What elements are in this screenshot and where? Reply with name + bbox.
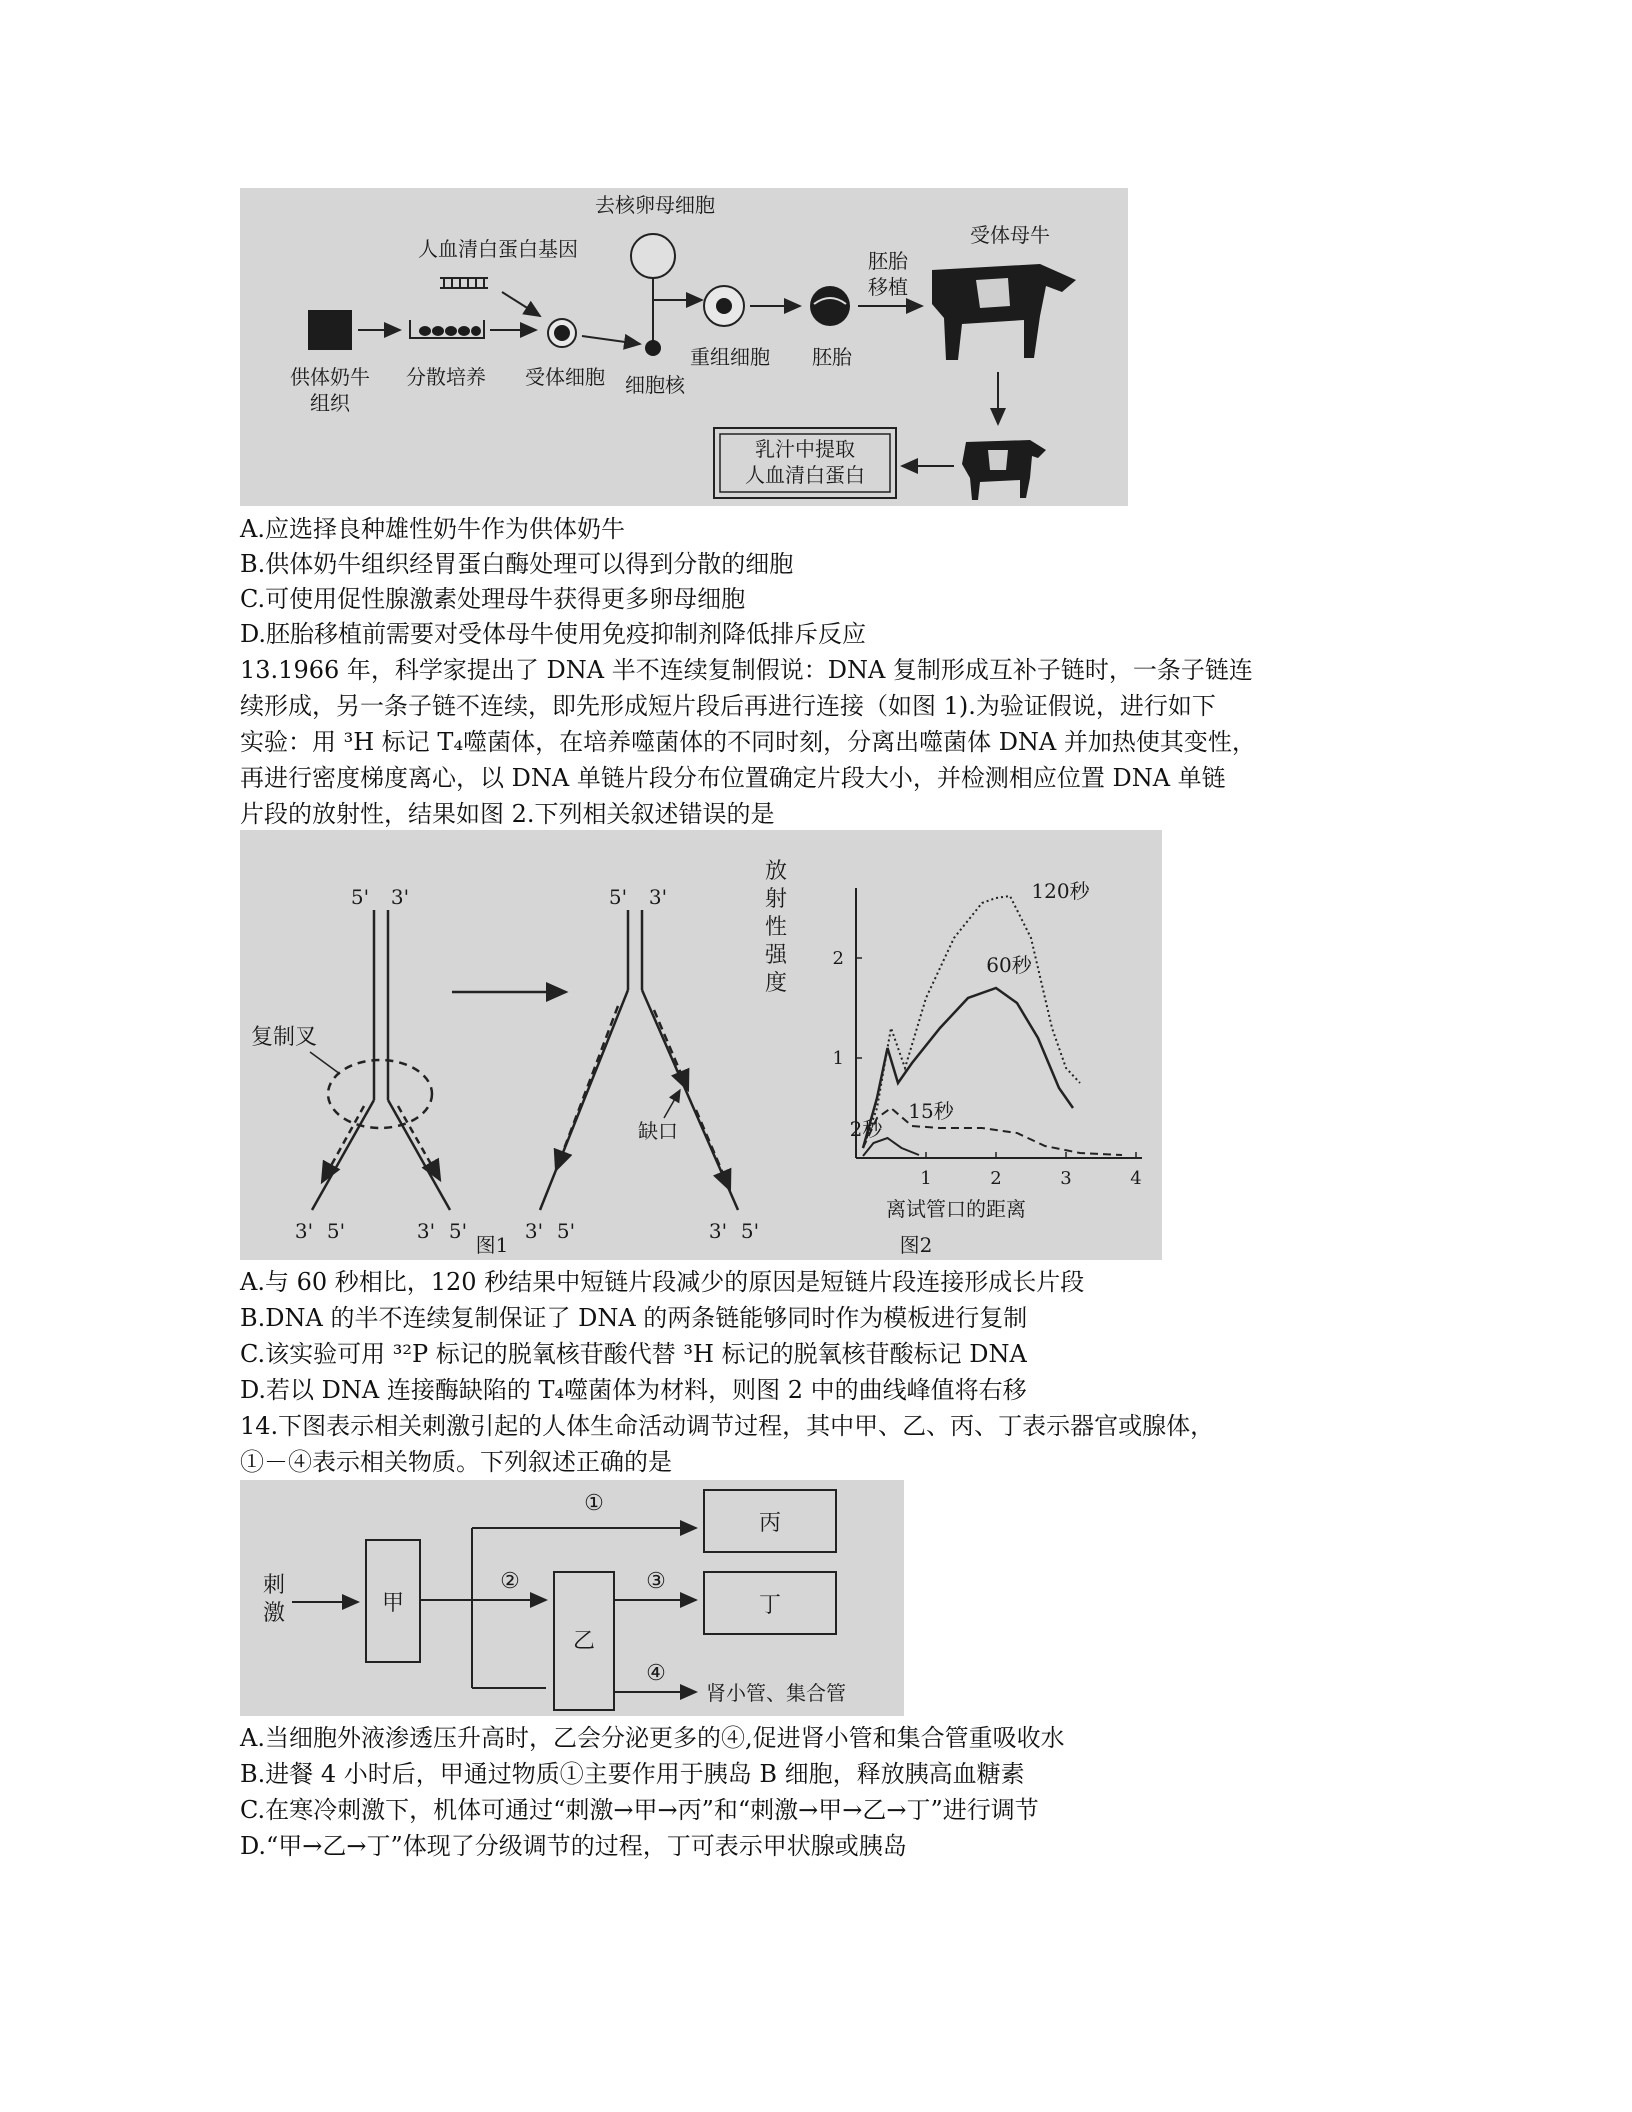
yi-label: 乙 [572, 1629, 596, 1654]
chart-x-tick-label: 1 [920, 1168, 932, 1189]
q13-stem-line-1: 13.1966 年，科学家提出了 DNA 半不连续复制假说：DNA 复制形成互补子链时，一条子链连 [240, 656, 1253, 684]
embryo-icon [810, 286, 850, 326]
radioactivity-chart [833, 879, 1142, 1189]
enucleated-oocyte-icon [631, 234, 675, 278]
q13-stem-line-2: 续形成，另一条子链不连续，即先形成短片段后再进行连接（如图 1).为验证假说，进行如下 [240, 692, 1216, 720]
substance-1-label: ① [584, 1491, 604, 1516]
q13-option-a: A.与 60 秒相比，120 秒结果中短链片段减少的原因是短链片段连接形成长片段 [240, 1268, 1085, 1296]
substance-3-label: ③ [646, 1569, 666, 1594]
arrow-cell-to-nucleus [582, 336, 640, 344]
chart-series-label-3: 2秒 [849, 1117, 883, 1141]
chart-x-label: 离试管口的距离 [886, 1197, 1026, 1221]
fork1-top-3: 3' [390, 885, 410, 909]
recipient-cow-label: 受体母牛 [970, 223, 1050, 247]
chart-series-line-0 [863, 896, 1080, 1148]
q12-option-a: A.应选择良种雄性奶牛作为供体奶牛 [240, 515, 625, 543]
extract-box-line-2: 人血清白蛋白 [745, 463, 865, 487]
extract-box-line-1: 乳汁中提取 [755, 437, 855, 461]
chart-x-tick-label: 2 [990, 1168, 1002, 1189]
fork2-top-3: 3' [648, 885, 668, 909]
gap-label: 缺口 [638, 1119, 678, 1143]
dispersed-culture-label: 分散培养 [406, 365, 486, 389]
q13-stem-line-4: 再进行密度梯度离心，以 DNA 单链片段分布位置确定片段大小，并检测相应位置 DNA 单链 [240, 764, 1226, 792]
q13-option-c: C.该实验可用 ³²P 标记的脱氧核苷酸代替 ³H 标记的脱氧核苷酸标记 DNA [240, 1340, 1027, 1368]
q14-stem-line-2: ①－④表示相关物质。下列叙述正确的是 [240, 1448, 672, 1476]
svg-text:性: 性 [764, 915, 788, 940]
replication-fork-2 [540, 910, 738, 1210]
jia-label: 甲 [381, 1591, 405, 1616]
donor-tissue-label-1: 供体奶牛 [290, 365, 370, 389]
chart-x-tick-label: 3 [1060, 1168, 1072, 1189]
svg-text:放: 放 [764, 859, 788, 884]
stimulus-label-2: 激 [262, 1601, 286, 1626]
q13-option-d: D.若以 DNA 连接酶缺陷的 T₄噬菌体为材料，则图 2 中的曲线峰值将右移 [240, 1376, 1027, 1404]
q14-option-b: B.进餐 4 小时后，甲通过物质①主要作用于胰岛 B 细胞，释放胰高血糖素 [240, 1760, 1025, 1788]
q13-stem-line-5: 片段的放射性，结果如图 2.下列相关叙述错误的是 [240, 800, 775, 828]
q14-option-c: C.在寒冷刺激下，机体可通过“刺激→甲→丙”和“刺激→甲→乙→丁”进行调节 [240, 1796, 1039, 1824]
q14-stem-line-1: 14.下图表示相关刺激引起的人体生命活动调节过程，其中甲、乙、丙、丁表示器官或腺体， [240, 1412, 1215, 1440]
nucleus-label: 细胞核 [625, 373, 685, 397]
fork2-br-3: 3' [708, 1219, 728, 1243]
fork1-bl-5: 5' [326, 1219, 346, 1243]
kidney-label: 肾小管、集合管 [706, 1681, 846, 1705]
donor-tissue-block [308, 310, 352, 350]
chart-series-label-1: 60秒 [986, 953, 1032, 977]
figure-cloning-process [240, 188, 1128, 506]
fork1-top-5: 5' [350, 885, 370, 909]
fork1-bl-3: 3' [294, 1219, 314, 1243]
replication-fork-1 [312, 910, 450, 1210]
gene-label: 人血清白蛋白基因 [418, 237, 578, 261]
arrow-gene-to-cell [502, 292, 540, 316]
chart-series-label-2: 15秒 [908, 1099, 954, 1123]
substance-4-label: ④ [646, 1661, 666, 1686]
ding-label: 丁 [758, 1593, 782, 1618]
chart-x-tick-label: 4 [1130, 1168, 1142, 1189]
q13-stem-line-3: 实验：用 ³H 标记 T₄噬菌体，在培养噬菌体的不同时刻，分离出噬菌体 DNA 并加热使其变性， [240, 728, 1256, 756]
recipient-cow-icon [932, 264, 1076, 360]
embryo-label: 胚胎 [812, 345, 852, 369]
offspring-cow-icon [962, 440, 1046, 500]
recipient-cell-label: 受体细胞 [525, 365, 605, 389]
substance-2-label: ② [500, 1569, 520, 1594]
figure-dna-replication [240, 830, 1162, 1260]
q13-option-b: B.DNA 的半不连续复制保证了 DNA 的两条链能够同时作为模板进行复制 [240, 1304, 1028, 1332]
enucleated-oocyte-label: 去核卵母细胞 [595, 193, 715, 217]
svg-text:度: 度 [764, 971, 788, 996]
fig2-caption: 图2 [899, 1233, 933, 1257]
chart-y-tick-label: 1 [832, 1048, 844, 1069]
gene-icon [440, 278, 488, 288]
embryo-transfer-label-1: 胚胎 [868, 249, 908, 273]
q14-option-a: A.当细胞外液渗透压升高时，乙会分泌更多的④,促进肾小管和集合管重吸收水 [240, 1724, 1065, 1752]
embryo-transfer-label-2: 移植 [868, 275, 908, 299]
chart-y-label [765, 859, 788, 996]
fork1-br-3: 3' [416, 1219, 436, 1243]
q12-option-c: C.可使用促性腺激素处理母牛获得更多卵母细胞 [240, 585, 746, 613]
dispersed-cells [419, 326, 481, 336]
fork2-top-5: 5' [608, 885, 628, 909]
bing-label: 丙 [758, 1511, 782, 1536]
fork1-br-5: 5' [448, 1219, 468, 1243]
figure-regulation-flow [240, 1480, 904, 1716]
fig1-caption: 图1 [475, 1233, 509, 1257]
fork2-bl-5: 5' [556, 1219, 576, 1243]
fork2-br-5: 5' [740, 1219, 760, 1243]
nucleus-icon [645, 340, 661, 356]
fork2-bl-3: 3' [524, 1219, 544, 1243]
stimulus-label-1: 刺 [262, 1573, 286, 1598]
svg-text:射: 射 [764, 887, 788, 912]
q12-option-b: B.供体奶牛组织经胃蛋白酶处理可以得到分散的细胞 [240, 550, 794, 578]
chart-y-tick-label: 2 [832, 948, 844, 969]
replication-fork-label: 复制叉 [250, 1025, 318, 1050]
chart-series-line-1 [863, 988, 1073, 1148]
recombinant-cell-label: 重组细胞 [690, 345, 770, 369]
donor-tissue-label-2: 组织 [310, 391, 350, 415]
q14-option-d: D.“甲→乙→丁”体现了分级调节的过程，丁可表示甲状腺或胰岛 [240, 1832, 907, 1860]
q12-option-d: D.胚胎移植前需要对受体母牛使用免疫抑制剂降低排斥反应 [240, 620, 867, 648]
chart-series-label-0: 120秒 [1031, 879, 1090, 903]
svg-text:强: 强 [764, 943, 788, 968]
